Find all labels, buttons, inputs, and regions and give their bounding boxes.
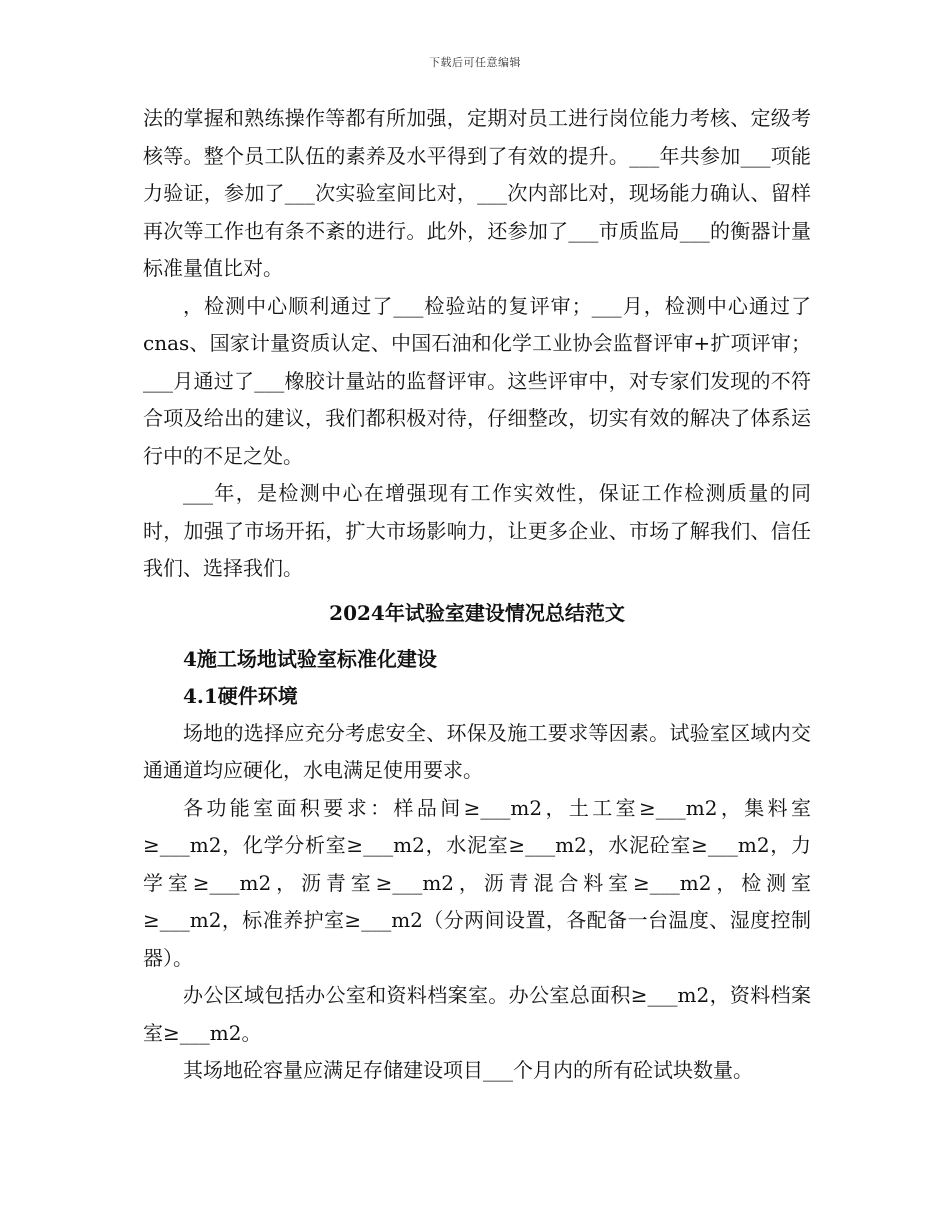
paragraph-storage-capacity: 其场地砼容量应满足存储建设项目___个月内的所有砼试块数量。 [183,1058,753,1082]
document-title: 2024年试验室建设情况总结范文 [329,600,625,625]
section-heading: 4施工场地试验室标准化建设 [183,646,437,671]
paragraph-room-area-requirements: 各功能室面积要求：样品间≥___m2，土工室≥___m2，集料室≥___m2，化学分析室≥___m2，水泥室≥___m2，水泥砼室≥___m2，力学室≥___m2，沥青室≥___m2，沥青混合料室≥___m2，检测室≥___m2，标准养护室≥___m2（分两间设置，各配备一台温度、湿度控制器）。 [143,795,811,970]
paragraph-site-selection: 场地的选择应充分考虑安全、环保及施工要求等因素。试验室区域内交通通道均应硬化，水电满足使用要求。 [143,720,811,782]
page-header-note: 下载后可任意编辑 [429,56,521,69]
paragraph-accreditation-reviews: ，检测中心顺利通过了___检验站的复评审；___月，检测中心通过了cnas、国家计量资质认定、中国石油和化学工业协会监督评审+扩项评审；___月通过了___橡胶计量站的监督评审。这些评审中，对专家们发现的不符合项及给出的建议，我们都积极对待，仔细整改，切实有效的解决了体系运行中的不足之处。 [143,293,811,468]
paragraph-staff-training: 法的掌握和熟练操作等都有所加强，定期对员工进行岗位能力考核、定级考核等。整个员工队伍的素养及水平得到了有效的提升。___年共参加___项能力验证，参加了___次实验室间比对，___次内部比对，现场能力确认、留样再次等工作也有条不紊的进行。此外，还参加了___市质监局___的衡器计量标准量值比对。 [143,106,811,280]
document-body [143,100,811,1090]
paragraph-office-area: 办公区域包括办公室和资料档案室。办公室总面积≥___m2，资料档案室≥___m2。 [143,983,811,1045]
paragraph-market-expansion: ___年，是检测中心在增强现有工作实效性，保证工作检测质量的同时，加强了市场开拓，扩大市场影响力，让更多企业、市场了解我们、信任我们、选择我们。 [143,481,811,580]
subsection-heading: 4.1硬件环境 [183,683,298,708]
